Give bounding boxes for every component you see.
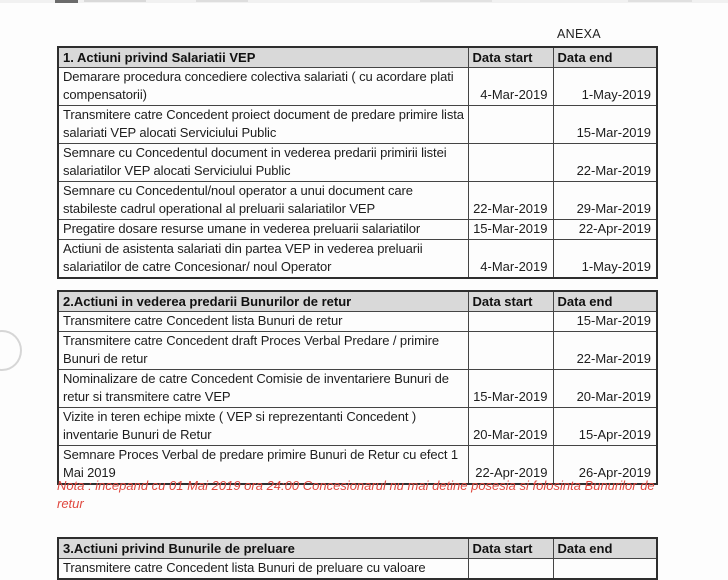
date-start-cell: [468, 144, 553, 182]
date-end-cell: 26-Apr-2019: [553, 446, 657, 485]
date-start-cell: 15-Mar-2019: [468, 370, 553, 408]
date-start-cell: 22-Mar-2019: [468, 182, 553, 220]
scan-edge-artifact: [420, 0, 492, 2]
date-start-cell: 20-Mar-2019: [468, 408, 553, 446]
table-row: [58, 220, 657, 240]
table-1-title: 1. Actiuni privind Salariatii VEP: [58, 47, 468, 68]
table-row: [58, 68, 657, 106]
table-salariatii-vep: [57, 46, 658, 279]
date-end-cell: 15-Mar-2019: [553, 312, 657, 332]
table-row: [58, 408, 657, 446]
table-2-title: 2.Actiuni in vederea predarii Bunurilor de retur: [58, 291, 468, 312]
action-cell: Nominalizare de catre Concedent Comisie de inventariere Bunuri de retur si transmitere catre VEP: [58, 370, 468, 408]
action-cell: Demarare procedura concediere colectiva salariati ( cu acordare plati compensatorii): [58, 68, 468, 106]
action-cell: Actiuni de asistenta salariati din partea VEP in vederea preluarii salariatilor de catre Concesionar/ noul Operator: [58, 240, 468, 279]
date-end-cell: 22-Mar-2019: [553, 144, 657, 182]
col-header-data-end: Data end: [553, 47, 657, 68]
table-header-row: [58, 538, 657, 559]
date-end-cell: 1-May-2019: [553, 240, 657, 279]
action-cell: Transmitere catre Concedent lista Bunuri de preluare cu valoare: [58, 559, 468, 580]
note-text: Nota : incepand cu 01 Mai 2019 ora 24:00 Concesionarul nu mai detine posesia si folosinta Bunurilor de retur: [57, 478, 655, 511]
table-row: [58, 312, 657, 332]
action-cell: Semnare cu Concedentul/noul operator a unui document care stabileste cadrul operational al preluarii salariatilor VEP: [58, 182, 468, 220]
document-body: [57, 46, 656, 575]
col-header-data-start: Data start: [468, 47, 553, 68]
date-end-cell: 15-Apr-2019: [553, 408, 657, 446]
table-row: [58, 559, 657, 580]
date-start-cell: [468, 312, 553, 332]
anexa-label: ANEXA: [557, 27, 601, 41]
date-end-cell: 22-Apr-2019: [553, 220, 657, 240]
table-row: [58, 182, 657, 220]
date-end-cell: 20-Mar-2019: [553, 370, 657, 408]
table-row: [58, 144, 657, 182]
table-bunuri-de-preluare: [57, 537, 658, 580]
scan-edge-artifact-dark: [55, 0, 78, 3]
date-start-cell: 15-Mar-2019: [468, 220, 553, 240]
action-cell: Transmitere catre Concedent draft Proces Verbal Predare / primire Bunuri de retur: [58, 332, 468, 370]
date-start-cell: [468, 559, 553, 580]
col-header-data-start: Data start: [468, 538, 553, 559]
scan-edge-artifact: [84, 0, 146, 2]
date-start-cell: [468, 106, 553, 144]
table-header-row: [58, 291, 657, 312]
date-start-cell: 4-Mar-2019: [468, 240, 553, 279]
table-row: [58, 370, 657, 408]
scan-edge-artifact: [628, 0, 692, 2]
date-start-cell: 4-Mar-2019: [468, 68, 553, 106]
table-3-title: 3.Actiuni privind Bunurile de preluare: [58, 538, 468, 559]
table-bunuri-de-retur: [57, 290, 658, 485]
action-cell: Transmitere catre Concedent proiect document de predare primire lista salariati VEP alocati Serviciului Public: [58, 106, 468, 144]
table-row: [58, 240, 657, 279]
table-row: [58, 106, 657, 144]
date-end-cell: [553, 559, 657, 580]
action-cell: Transmitere catre Concedent lista Bunuri de retur: [58, 312, 468, 332]
punch-hole-artifact: [0, 330, 22, 371]
action-cell: Pregatire dosare resurse umane in vederea preluarii salariatilor: [58, 220, 468, 240]
scan-edge-artifact: [196, 0, 248, 2]
action-cell: Semnare Proces Verbal de predare primire Bunuri de Retur cu efect 1 Mai 2019: [58, 446, 468, 485]
date-start-cell: [468, 332, 553, 370]
col-header-data-end: Data end: [553, 291, 657, 312]
date-end-cell: 22-Mar-2019: [553, 332, 657, 370]
date-start-cell: 22-Apr-2019: [468, 446, 553, 485]
date-end-cell: 15-Mar-2019: [553, 106, 657, 144]
action-cell: Semnare cu Concedentul document in vederea predarii primirii listei salariatilor VEP alocati Serviciului Public: [58, 144, 468, 182]
action-cell: Vizite in teren echipe mixte ( VEP si reprezentanti Concedent ) inventarie Bunuri de Retur: [58, 408, 468, 446]
date-end-cell: 29-Mar-2019: [553, 182, 657, 220]
col-header-data-end: Data end: [553, 538, 657, 559]
table-header-row: [58, 47, 657, 68]
table-row: [58, 332, 657, 370]
date-end-cell: 1-May-2019: [553, 68, 657, 106]
col-header-data-start: Data start: [468, 291, 553, 312]
